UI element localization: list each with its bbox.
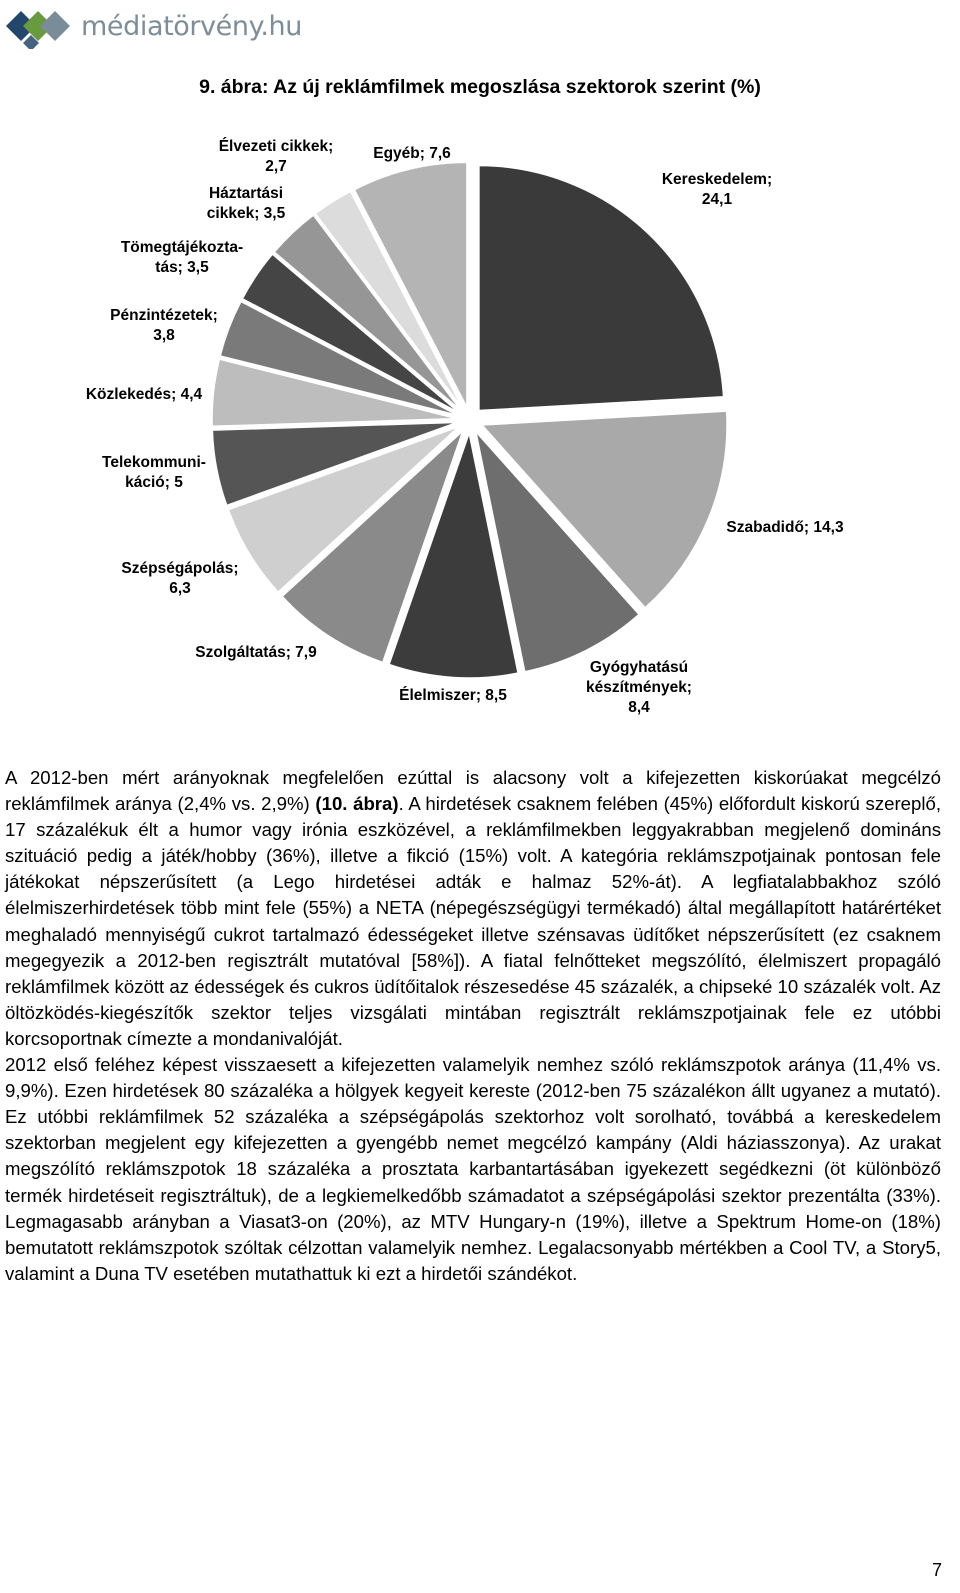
logo-text: médiatörvény.hu — [81, 10, 302, 42]
slice-label: Élvezeti cikkek; 2,7 — [218, 138, 334, 175]
pie-chart — [0, 120, 960, 740]
site-logo[interactable] — [4, 3, 302, 49]
page-number: 7 — [931, 1560, 942, 1580]
slice-label: Élelmiszer; 8,5 — [399, 687, 507, 704]
figure-title: 9. ábra: Az új reklámfilmek megoszlása szektorok szerint (%) — [199, 76, 761, 98]
slice-label: Szolgáltatás; 7,9 — [195, 644, 317, 661]
slice-label: Szabadidő; 14,3 — [726, 519, 844, 536]
pie-slice — [479, 166, 724, 411]
logo-diamonds-icon — [4, 3, 76, 49]
body-paragraph — [5, 1052, 941, 1287]
slice-label: Pénzintézetek; 3,8 — [110, 307, 218, 344]
text-run: . A hirdetések csaknem felében (45%) előfordult kiskorú szereplő, 17 százalékuk élt a humor vagy irónia eszközével, a reklámfilmekben leggyakrabban megjelenő domináns szituáció pedig a játék/hobby (36%), illetve a fikció (15%) volt. A kategória reklámszpotjainak pontosan fele játékokat népszerűsített (a Lego hirdetései adták e halmaz 52%-át). A legfiatalabbakhoz szóló élelmiszerhirdetések több mint fele (55%) a NETA (népegészségügyi termékadó) által megállapított határértéket meghaladó mennyiségű cukrot tartalmazó édességeket illetve szénsavas üdítőket népszerűsített (ez csaknem megegyezik a 2012-ben regisztrált mutatóval [58%]). A fiatal felnőtteket megszólító, élelmiszert propagáló reklámfilmek között az édességek és cukros üdítőitalok részesedése 45 százalék, a chipseké 10 százalék volt. Az öltözködés-kiegészítők szektor teljes vizsgálati mintában regisztrált reklámszpotjainak fele ez utóbbi korcsoportnak címezte a mondanivalóját. — [5, 793, 941, 1049]
slice-label: Háztartási cikkek; 3,5 — [206, 185, 286, 222]
body-text — [5, 765, 941, 1287]
slice-label: Közlekedés; 4,4 — [85, 386, 203, 403]
slice-label: Szépségápolás; 6,3 — [121, 560, 239, 597]
slice-label: Kereskedelem; 24,1 — [661, 171, 773, 208]
slice-label: Tömegtájékozta-tás; 3,5 — [120, 239, 244, 276]
body-paragraph — [5, 765, 941, 1052]
slice-label: Gyógyhatású készítmények; 8,4 — [586, 659, 692, 716]
text-run: 2012 első feléhez képest visszaesett a kifejezetten valamelyik nemhez szóló reklámszpotok aránya (11,4% vs. 9,9%). Ezen hirdetések 80 százaléka a hölgyek kegyeit kereste (2012-ben 75 százalékon állt ugyanez a mutató). Ez utóbbi reklámfilmek 52 százaléka a szépségápolás szektorhoz volt sorolható, továbbá a kereskedelem szektorban megjelent egy kifejezetten a gyengébb nemet megcélzó kampány (Aldi háziasszonya). Az urakat megszólító reklámszpotok 18 százaléka a prosztata karbantartásában igyekezett segédkezni (öt különböző termék hirdetéseit regisztráltuk), de a legkiemelkedőbb számadatot a szépségápolási szektor prezentálta (33%). Legmagasabb arányban a Viasat3-on (20%), az MTV Hungary-n (19%), illetve a Spektrum Home-on (18%) bemutatott reklámszpotok szóltak célzottan valamelyik nemhez. Legalacsonyabb mértékben a Cool TV, a Story5, valamint a Duna TV esetében mutathattuk ki ezt a hirdetői szándékot. — [5, 1054, 941, 1284]
slice-label: Egyéb; 7,6 — [373, 145, 451, 162]
text-run: A 2012-ben mért arányoknak megfelelően ezúttal is alacsony volt a kifejezetten kiskorúakat megcélzó reklámfilmek aránya (2,4% vs. 2,9%) — [5, 767, 941, 815]
slice-label: Telekommuni-káció; 5 — [102, 454, 206, 491]
figure-reference: (10. ábra) — [315, 793, 399, 815]
